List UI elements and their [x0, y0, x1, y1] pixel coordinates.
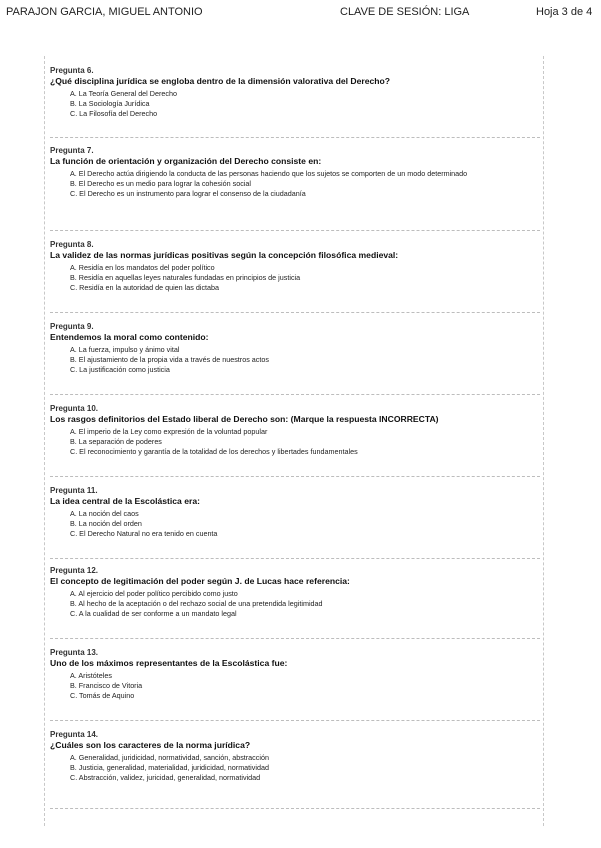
option-b: B. Francisco de Vitoria [70, 681, 143, 690]
page-header [0, 6, 601, 22]
option-a: A. Generalidad, juridicidad, normatividad, sanción, abstracción [70, 753, 269, 762]
question-text: Entendemos la moral como contenido: [50, 332, 209, 342]
option-list [70, 509, 540, 539]
question-text: ¿Cuáles son los caracteres de la norma jurídica? [50, 740, 251, 750]
question-label: Pregunta 11. [50, 486, 98, 495]
option-b: B. El Derecho es un medio para lograr la cohesión social [70, 179, 251, 188]
question-9 [50, 322, 540, 375]
option-a: A. El Derecho actúa dirigiendo la conducta de las personas haciendo que los sujetos se comporten de un modo determinado [70, 169, 468, 178]
option-c: C. Residía en la autoridad de quien las dictaba [70, 283, 220, 292]
question-separator [50, 558, 540, 559]
option-c: C. El reconocimiento y garantía de la totalidad de los derechos y libertades fundamentales [70, 447, 358, 456]
question-12 [50, 566, 540, 619]
question-text: Uno de los máximos representantes de la Escolástica fue: [50, 658, 288, 668]
question-text: ¿Qué disciplina jurídica se engloba dentro de la dimensión valorativa del Derecho? [50, 76, 391, 86]
page-number: Hoja 3 de 4 [536, 6, 593, 18]
question-label: Pregunta 8. [50, 240, 94, 249]
option-list [70, 345, 540, 375]
option-a: A. El imperio de la Ley como expresión de la voluntad popular [70, 427, 268, 436]
option-c: C. El Derecho Natural no era tenido en cuenta [70, 529, 218, 538]
option-c: C. Tomás de Aquino [70, 691, 135, 700]
question-text: La idea central de la Escolástica era: [50, 496, 200, 506]
option-list [70, 427, 540, 457]
option-b: B. La separación de poderes [70, 437, 162, 446]
question-label: Pregunta 14. [50, 730, 99, 739]
question-separator [50, 808, 540, 809]
question-7 [50, 146, 540, 199]
option-a: A. La Teoría General del Derecho [70, 89, 177, 98]
option-list [70, 169, 540, 199]
option-a: A. Aristóteles [70, 671, 112, 680]
session-key: CLAVE DE SESIÓN: LIGA [340, 6, 470, 18]
option-list [70, 589, 540, 619]
option-c: C. A la cualidad de ser conforme a un mandato legal [70, 609, 237, 618]
question-separator [50, 137, 540, 138]
option-a: A. Residía en los mandatos del poder político [70, 263, 215, 272]
question-label: Pregunta 12. [50, 566, 99, 575]
option-b: B. La Sociología Jurídica [70, 99, 150, 108]
option-c: C. La Filosofía del Derecho [70, 109, 158, 118]
option-b: B. El ajustamiento de la propia vida a través de nuestros actos [70, 355, 269, 364]
option-c: C. El Derecho es un instrumento para lograr el consenso de la ciudadanía [70, 189, 306, 198]
option-list [70, 753, 540, 783]
question-label: Pregunta 13. [50, 648, 99, 657]
question-text: El concepto de legitimación del poder según J. de Lucas hace referencia: [50, 576, 350, 586]
question-separator [50, 476, 540, 477]
option-a: A. La fuerza, impulso y ánimo vital [70, 345, 180, 354]
option-list [70, 89, 540, 119]
option-list [70, 263, 540, 293]
question-label: Pregunta 7. [50, 146, 94, 155]
question-label: Pregunta 10. [50, 404, 99, 413]
option-b: B. La noción del orden [70, 519, 142, 528]
question-14 [50, 730, 540, 783]
question-text: La función de orientación y organización del Derecho consiste en: [50, 156, 322, 166]
option-b: B. Justicia, generalidad, materialidad, juridicidad, normatividad [70, 763, 269, 772]
option-c: C. La justificación como justicia [70, 365, 170, 374]
question-separator [50, 230, 540, 231]
option-a: A. La noción del caos [70, 509, 139, 518]
question-separator [50, 638, 540, 639]
student-name: PARAJON GARCIA, MIGUEL ANTONIO [6, 6, 203, 18]
left-border [44, 56, 45, 826]
question-label: Pregunta 9. [50, 322, 94, 331]
option-a: A. Al ejercicio del poder político percibido como justo [70, 589, 238, 598]
question-6 [50, 66, 540, 119]
question-10 [50, 404, 540, 457]
option-c: C. Abstracción, validez, juricidad, generalidad, normatividad [70, 773, 261, 782]
question-separator [50, 394, 540, 395]
question-text: Los rasgos definitorios del Estado liberal de Derecho son: (Marque la respuesta INCORRECTA) [50, 414, 439, 424]
question-13 [50, 648, 540, 701]
question-text: La validez de las normas jurídicas positivas según la concepción filosófica medieval: [50, 250, 399, 260]
question-separator [50, 312, 540, 313]
option-list [70, 671, 540, 701]
option-b: B. Al hecho de la aceptación o del rechazo social de una pretendida legitimidad [70, 599, 323, 608]
option-b: B. Residía en aquellas leyes naturales fundadas en principios de justicia [70, 273, 301, 282]
question-8 [50, 240, 540, 293]
right-border [543, 56, 544, 826]
question-label: Pregunta 6. [50, 66, 94, 75]
question-11 [50, 486, 540, 539]
question-separator [50, 720, 540, 721]
